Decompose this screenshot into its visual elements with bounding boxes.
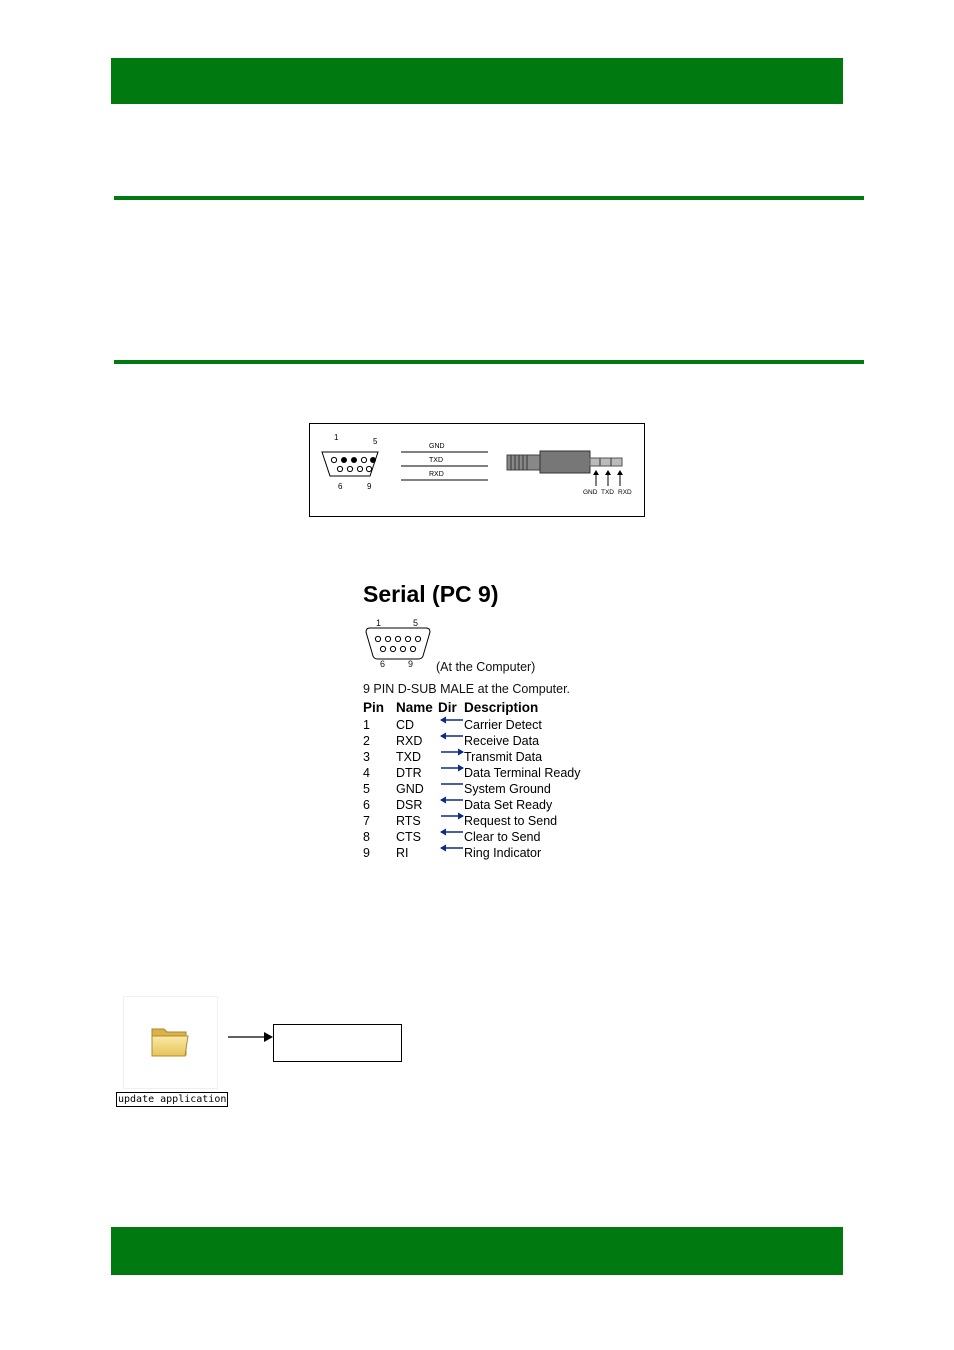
db9-pin — [341, 457, 347, 463]
signal-description: Request to Send — [464, 814, 558, 828]
db9-pin — [351, 457, 357, 463]
signal-name: CD — [396, 718, 415, 732]
location-note: (At the Computer) — [436, 660, 536, 674]
signal-description: Receive Data — [464, 734, 540, 748]
db9-male-pin — [415, 636, 420, 641]
wiring-pin-1-label: 1 — [334, 433, 339, 442]
arrow-left-icon — [439, 842, 465, 854]
plug-tip — [590, 458, 622, 466]
table-row — [357, 830, 597, 846]
table-row — [357, 766, 597, 782]
arrow-right-icon — [439, 810, 465, 822]
db9-outline-shape — [322, 452, 378, 476]
section-rule-bottom — [114, 360, 864, 364]
signal-name: CTS — [396, 830, 421, 844]
serial-pinout-figure — [357, 578, 597, 863]
connector-pin-1-label: 1 — [376, 618, 382, 628]
signal-description: Ring Indicator — [464, 846, 542, 860]
wire-label-rxd: RXD — [429, 471, 444, 478]
header-bar — [111, 58, 843, 104]
db9-pin — [347, 466, 352, 471]
serial-title: Serial (PC 9) — [363, 581, 499, 607]
pin-number: 6 — [363, 798, 370, 812]
db9-pin — [366, 466, 371, 471]
db9-male-pin — [385, 636, 390, 641]
folder-icon — [150, 1023, 190, 1059]
plug-label-gnd: GND — [583, 489, 598, 496]
table-row — [357, 814, 597, 830]
wire-label-txd: TXD — [429, 457, 443, 464]
db9-male-pin — [410, 646, 415, 651]
db9-male-pin — [390, 646, 395, 651]
table-row — [357, 782, 597, 798]
db9-pin — [370, 457, 376, 463]
signal-name: TXD — [396, 750, 421, 764]
pin-number: 9 — [363, 846, 370, 860]
wiring-diagram-graphic — [310, 424, 646, 518]
wiring-pin-6-label: 6 — [338, 482, 343, 491]
arrow-right-icon — [439, 746, 465, 758]
pointer-arrow — [228, 1030, 274, 1044]
connector-caption: 9 PIN D-SUB MALE at the Computer. — [363, 682, 571, 696]
arrow-right-icon — [439, 762, 465, 774]
signal-description: Data Set Ready — [464, 798, 553, 812]
pin-number: 1 — [363, 718, 370, 732]
table-row — [357, 846, 597, 862]
db9-male-pin — [380, 646, 385, 651]
arrow-left-icon — [439, 714, 465, 726]
folder-label[interactable]: update application — [118, 1094, 227, 1105]
pin-number: 3 — [363, 750, 370, 764]
connector-pin-5-label: 5 — [413, 618, 419, 628]
section-rule-top — [114, 196, 864, 200]
arrow-left-icon — [439, 826, 465, 838]
signal-name: GND — [396, 782, 424, 796]
connector-pin-6-label: 6 — [380, 659, 386, 669]
wire-label-gnd: GND — [429, 443, 445, 450]
signal-description: Transmit Data — [464, 750, 543, 764]
db9-pin — [337, 466, 342, 471]
db9-pin — [357, 466, 362, 471]
db9-male-connector-graphic — [363, 618, 433, 670]
header-pin: Pin — [363, 700, 385, 715]
arrow-left-icon — [439, 794, 465, 806]
pin-number: 7 — [363, 814, 370, 828]
header-description: Description — [464, 700, 539, 715]
header-name: Name — [396, 700, 433, 715]
table-row — [357, 750, 597, 766]
pin-number: 5 — [363, 782, 370, 796]
arrow-left-icon — [439, 730, 465, 742]
line-icon — [439, 778, 465, 790]
pin-number: 4 — [363, 766, 370, 780]
wiring-pin-5-label: 5 — [373, 437, 378, 446]
plug-label-rxd: RXD — [618, 489, 632, 496]
wiring-diagram — [309, 423, 645, 517]
signal-name: RI — [396, 846, 409, 860]
pin-number: 8 — [363, 830, 370, 844]
db9-male-pin — [405, 636, 410, 641]
empty-callout-box — [273, 1024, 402, 1062]
plug-label-txd: TXD — [601, 489, 614, 496]
signal-name: DTR — [396, 766, 422, 780]
signal-name: RTS — [396, 814, 421, 828]
db9-male-outline — [366, 628, 430, 659]
header-dir: Dir — [438, 700, 457, 715]
db9-male-pin — [395, 636, 400, 641]
footer-bar — [111, 1227, 843, 1275]
connector-pin-9-label: 9 — [408, 659, 414, 669]
table-row — [357, 734, 597, 750]
table-row — [357, 718, 597, 734]
db9-pin — [331, 457, 336, 462]
plug-body — [540, 451, 590, 473]
wiring-pin-9-label: 9 — [367, 482, 372, 491]
signal-name: RXD — [396, 734, 423, 748]
table-row — [357, 798, 597, 814]
signal-description: System Ground — [464, 782, 551, 796]
pin-number: 2 — [363, 734, 370, 748]
signal-description: Data Terminal Ready — [464, 766, 581, 780]
folder-tile[interactable] — [124, 997, 217, 1088]
db9-pin — [361, 457, 366, 462]
db9-male-pin — [375, 636, 380, 641]
signal-description: Clear to Send — [464, 830, 541, 844]
signal-description: Carrier Detect — [464, 718, 542, 732]
signal-name: DSR — [396, 798, 423, 812]
db9-male-pin — [400, 646, 405, 651]
